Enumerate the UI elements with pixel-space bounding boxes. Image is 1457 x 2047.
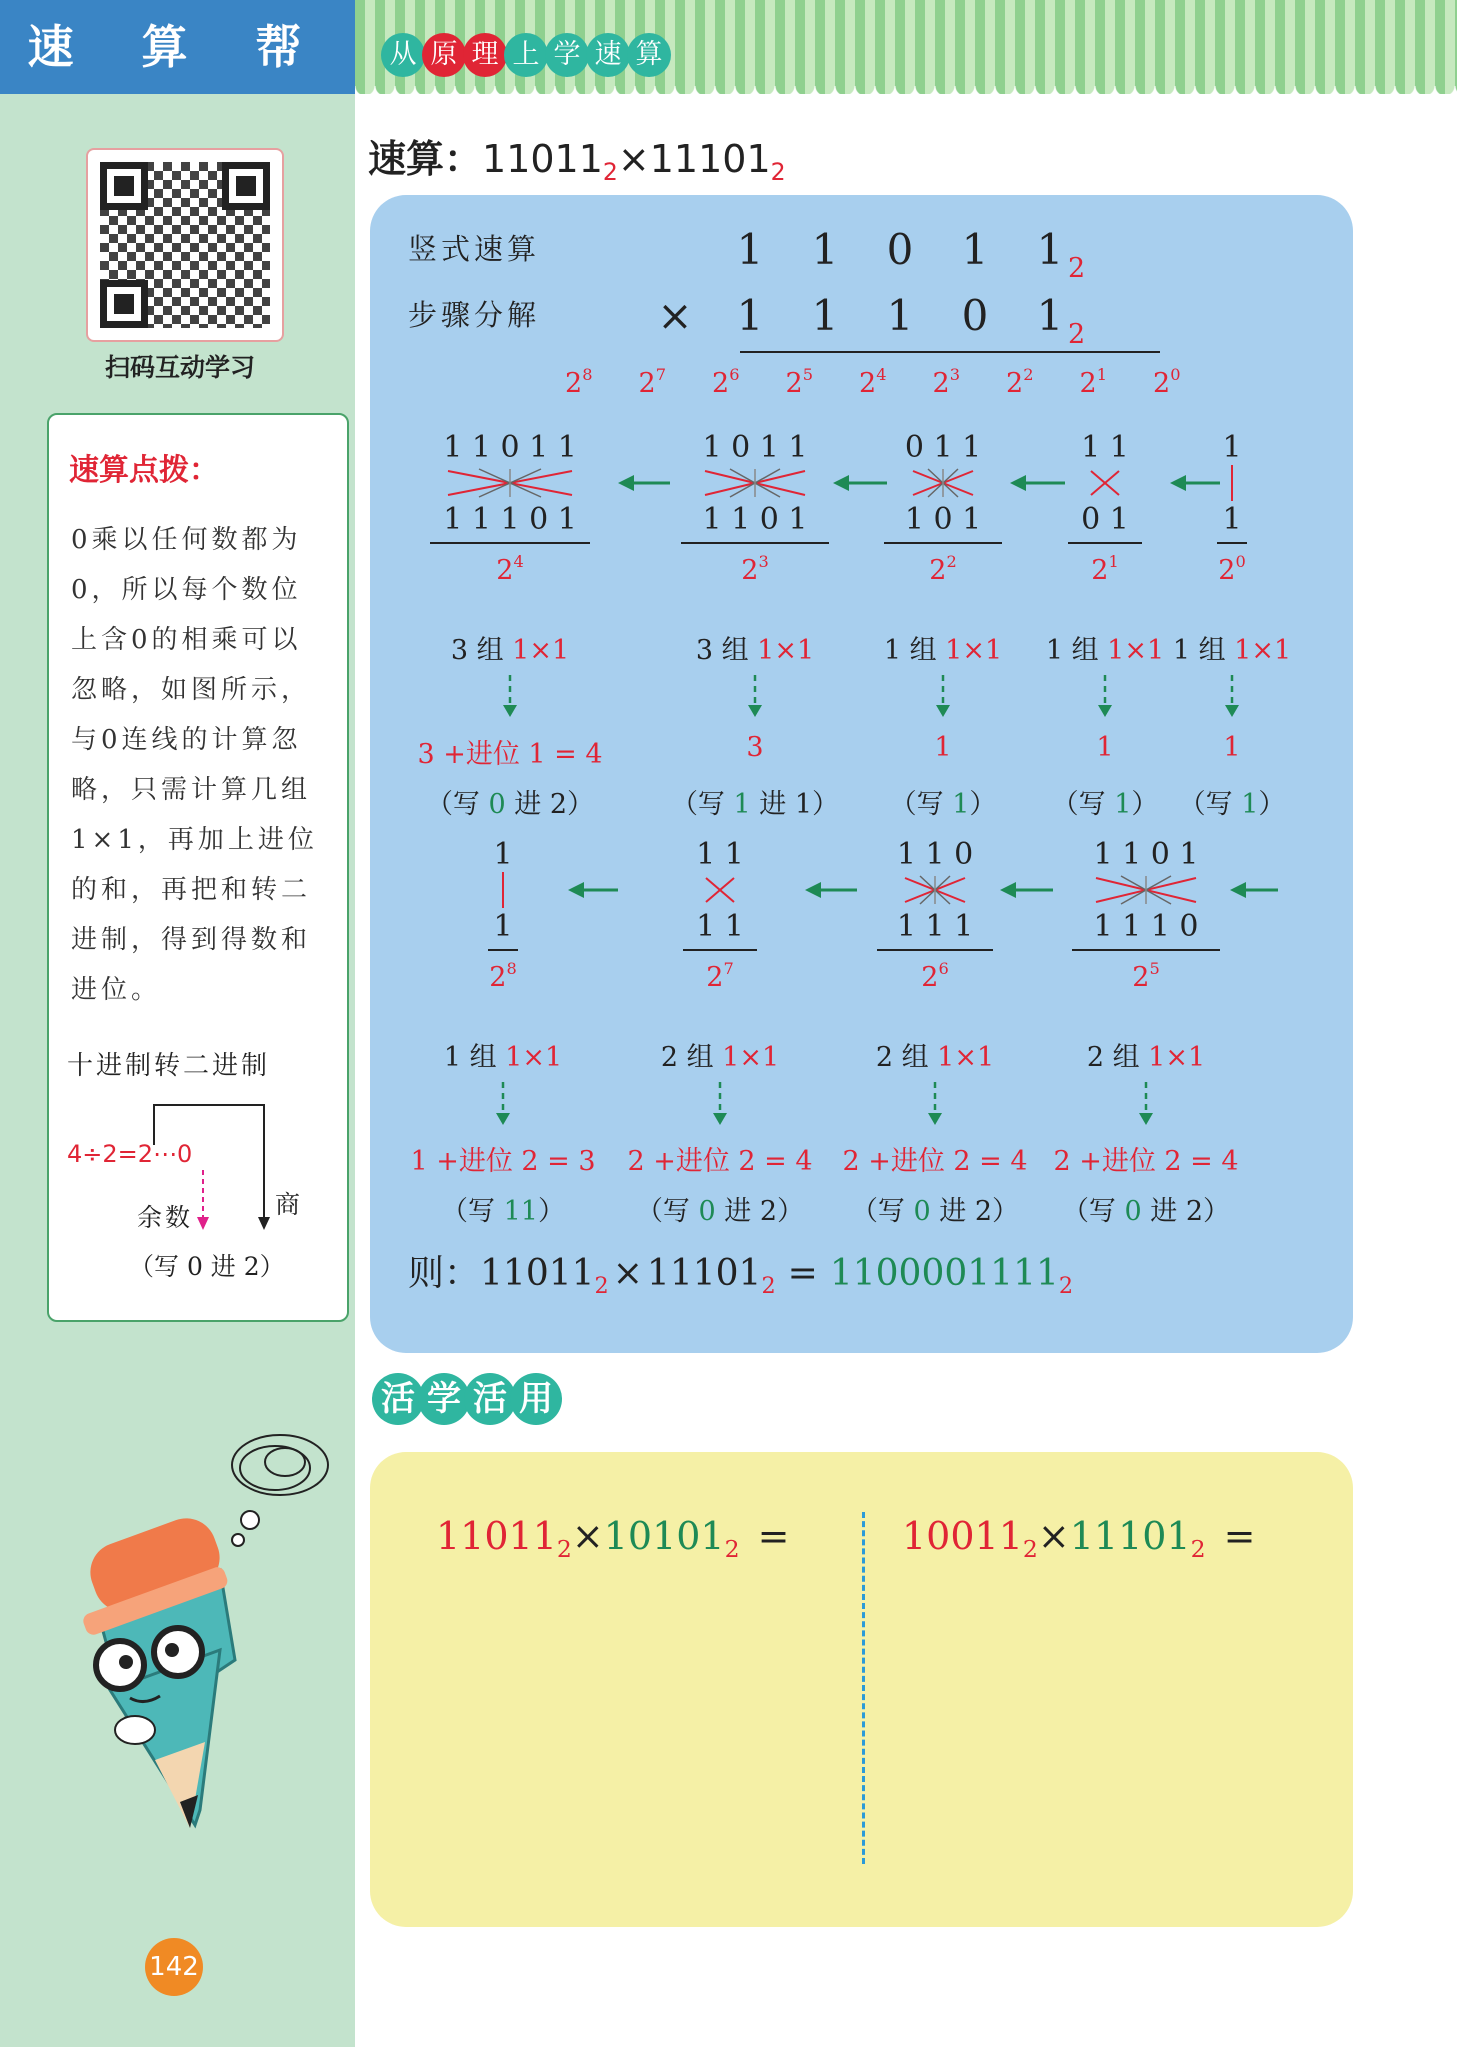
- multiplicand-digit: 1: [1036, 225, 1064, 274]
- step-power: $2^1$: [1091, 552, 1119, 587]
- step-group: 1 组 1×1: [1045, 635, 1165, 666]
- divider: [862, 1512, 865, 1864]
- power-label: $2^2$: [1006, 365, 1034, 400]
- times-sign: ×: [657, 291, 693, 340]
- practice-title: [372, 1373, 556, 1425]
- multiplier-digit: 1: [886, 291, 914, 340]
- step-group: 1 组 1×1: [883, 635, 1003, 666]
- tip-line: 略，只需计算几组: [71, 775, 312, 805]
- tip-line: 进制，得到得数和: [71, 925, 312, 955]
- step-calc: 3 +进位 1 = 4: [417, 739, 603, 770]
- remainder-label: 余数: [137, 1203, 194, 1232]
- tip-box: [47, 413, 349, 1322]
- header-banner: [355, 0, 1457, 94]
- practice-title-char: 活: [464, 1373, 516, 1425]
- step-calc: 1 +进位 2 = 3: [410, 1146, 596, 1177]
- step-write: （写 1）: [1178, 789, 1286, 820]
- problem-line: 速算：$11011_2\times 11101_2$: [368, 137, 786, 187]
- step-group: 3 组 1×1: [695, 635, 815, 666]
- multiplier-digit: 1: [1036, 291, 1064, 340]
- practice-question-1[interactable]: $11011_2\times 10101_2$ =: [436, 1514, 790, 1564]
- step-bottom-digits: 1 1 1 0: [1093, 909, 1199, 944]
- multiplicand-digit: 1: [961, 225, 989, 274]
- step-group: 1 组 1×1: [1172, 635, 1292, 666]
- convert-equation: 4÷2=2⋯0: [67, 1140, 193, 1168]
- multiplier-digit: 1: [811, 291, 839, 340]
- step-write: （写 11）: [441, 1196, 565, 1227]
- base-b: 2: [770, 158, 786, 187]
- step-write: （写 1）: [889, 789, 997, 820]
- tip-line: 0，所以每个数位: [71, 575, 302, 605]
- tip-text: [71, 515, 351, 1015]
- power-label: $2^5$: [785, 365, 813, 400]
- tip-line: 上含0的相乘可以: [71, 625, 302, 655]
- step-write: （写 1 进 1）: [670, 789, 840, 820]
- step-top-digits: 1: [493, 837, 513, 872]
- practice-box: [370, 1452, 1353, 1927]
- step-top-digits: 1: [1222, 430, 1242, 465]
- qr-caption: 扫码互动学习: [104, 353, 255, 382]
- practice-question-2[interactable]: $10011_2\times 11101_2$ =: [902, 1514, 1256, 1564]
- step-power: $2^4$: [496, 552, 524, 587]
- step-top-digits: 0 1 1: [904, 430, 982, 465]
- pencil-mascot: [60, 1430, 340, 1850]
- brand-title: 速 算 帮: [0, 0, 355, 94]
- tip-line: 进位。: [71, 975, 162, 1005]
- banner-char: 理: [463, 33, 507, 77]
- multiplicand-digit: 1: [811, 225, 839, 274]
- flow-arrows: [370, 195, 1353, 1353]
- tip-line: 1×1，再加上进位: [71, 825, 318, 855]
- tip-line: 0乘以任何数都为: [71, 525, 302, 555]
- step-bottom-digits: 1 1 1: [896, 909, 974, 944]
- step-top-digits: 1 1 0 1: [1093, 837, 1199, 872]
- step-group: 3 组 1×1: [450, 635, 570, 666]
- step-write: （写 0 进 2）: [1061, 1196, 1231, 1227]
- step-power: $2^5$: [1132, 959, 1160, 994]
- step-power: $2^8$: [489, 959, 517, 994]
- result-line: 则：$11011_2 \times 11101_2 = 1100001111_2$: [408, 1253, 1074, 1299]
- tip-line: 忽略，如图所示，: [71, 675, 312, 705]
- step-power: $2^7$: [706, 959, 734, 994]
- convert-title: 十进制转二进制: [67, 1051, 271, 1081]
- tip-line: 的和，再把和转二: [71, 875, 312, 905]
- convert-arrows: [49, 1095, 347, 1255]
- step-bottom-digits: 1 1: [696, 909, 744, 944]
- power-label: $2^1$: [1079, 365, 1107, 400]
- banner-char: 学: [545, 33, 589, 77]
- step-top-digits: 1 1 0: [896, 837, 974, 872]
- step-calc: 1: [1096, 732, 1114, 763]
- practice-title-char: 用: [510, 1373, 562, 1425]
- step-group: 1 组 1×1: [443, 1042, 563, 1073]
- step-calc: 1: [934, 732, 952, 763]
- step-calc: 2 +进位 2 = 4: [842, 1146, 1028, 1177]
- method-box: [370, 195, 1353, 1353]
- step-calc: 2 +进位 2 = 4: [627, 1146, 813, 1177]
- method-title-1: 竖式速算: [408, 232, 541, 266]
- base-subscript: 2: [1068, 319, 1086, 350]
- tip-line: 与0连线的计算忽: [71, 725, 302, 755]
- banner-char: 从: [381, 33, 425, 77]
- banner-char: 算: [627, 33, 671, 77]
- step-power: $2^6$: [921, 959, 949, 994]
- step-bottom-digits: 1: [1222, 502, 1242, 537]
- banner-char: 原: [422, 33, 466, 77]
- qr-code[interactable]: [86, 148, 284, 342]
- step-bottom-digits: 0 1: [1081, 502, 1129, 537]
- step-bottom-digits: 1 1 0 1: [702, 502, 808, 537]
- power-label: $2^4$: [859, 365, 887, 400]
- step-write: （写 0 进 2）: [635, 1196, 805, 1227]
- step-top-digits: 1 1 0 1 1: [443, 430, 577, 465]
- quotient-label: 商: [275, 1190, 301, 1219]
- banner-char: 上: [504, 33, 548, 77]
- step-write: （写 1）: [1051, 789, 1159, 820]
- power-label: $2^6$: [712, 365, 740, 400]
- step-calc: 2 +进位 2 = 4: [1053, 1146, 1239, 1177]
- banner-char: 速: [586, 33, 630, 77]
- step-power: $2^2$: [929, 552, 957, 587]
- multiplicand-digit: 1: [736, 225, 764, 274]
- multiplier-digit: 0: [961, 291, 989, 340]
- step-write: （写 0 进 2）: [850, 1196, 1020, 1227]
- practice-title-char: 学: [418, 1373, 470, 1425]
- step-power: $2^0$: [1218, 552, 1246, 587]
- step-top-digits: 1 0 1 1: [702, 430, 808, 465]
- practice-title-char: 活: [372, 1373, 424, 1425]
- step-top-digits: 1 1: [696, 837, 744, 872]
- power-label: $2^7$: [638, 365, 666, 400]
- multiplier-digit: 1: [736, 291, 764, 340]
- step-power: $2^3$: [741, 552, 769, 587]
- step-calc: 3: [746, 732, 764, 763]
- banner-badges: [381, 33, 668, 77]
- method-title-2: 步骤分解: [408, 298, 541, 332]
- step-bottom-digits: 1 0 1: [904, 502, 982, 537]
- power-label: $2^3$: [932, 365, 960, 400]
- step-bottom-digits: 1: [493, 909, 513, 944]
- step-calc: 1: [1223, 732, 1241, 763]
- power-label: $2^8$: [565, 365, 593, 400]
- step-top-digits: 1 1: [1081, 430, 1129, 465]
- tip-title: 速算点拨：: [69, 453, 219, 488]
- step-group: 2 组 1×1: [1086, 1042, 1206, 1073]
- multiplicand-digit: 0: [886, 225, 914, 274]
- step-write: （写 0 进 2）: [425, 789, 595, 820]
- step-bottom-digits: 1 1 1 0 1: [443, 502, 577, 537]
- step-group: 2 组 1×1: [875, 1042, 995, 1073]
- page-number: 142: [145, 1938, 203, 1996]
- power-label: $2^0$: [1153, 365, 1181, 400]
- base-subscript: 2: [1068, 253, 1086, 284]
- convert-write: （写 0 进 2）: [129, 1252, 285, 1281]
- step-group: 2 组 1×1: [660, 1042, 780, 1073]
